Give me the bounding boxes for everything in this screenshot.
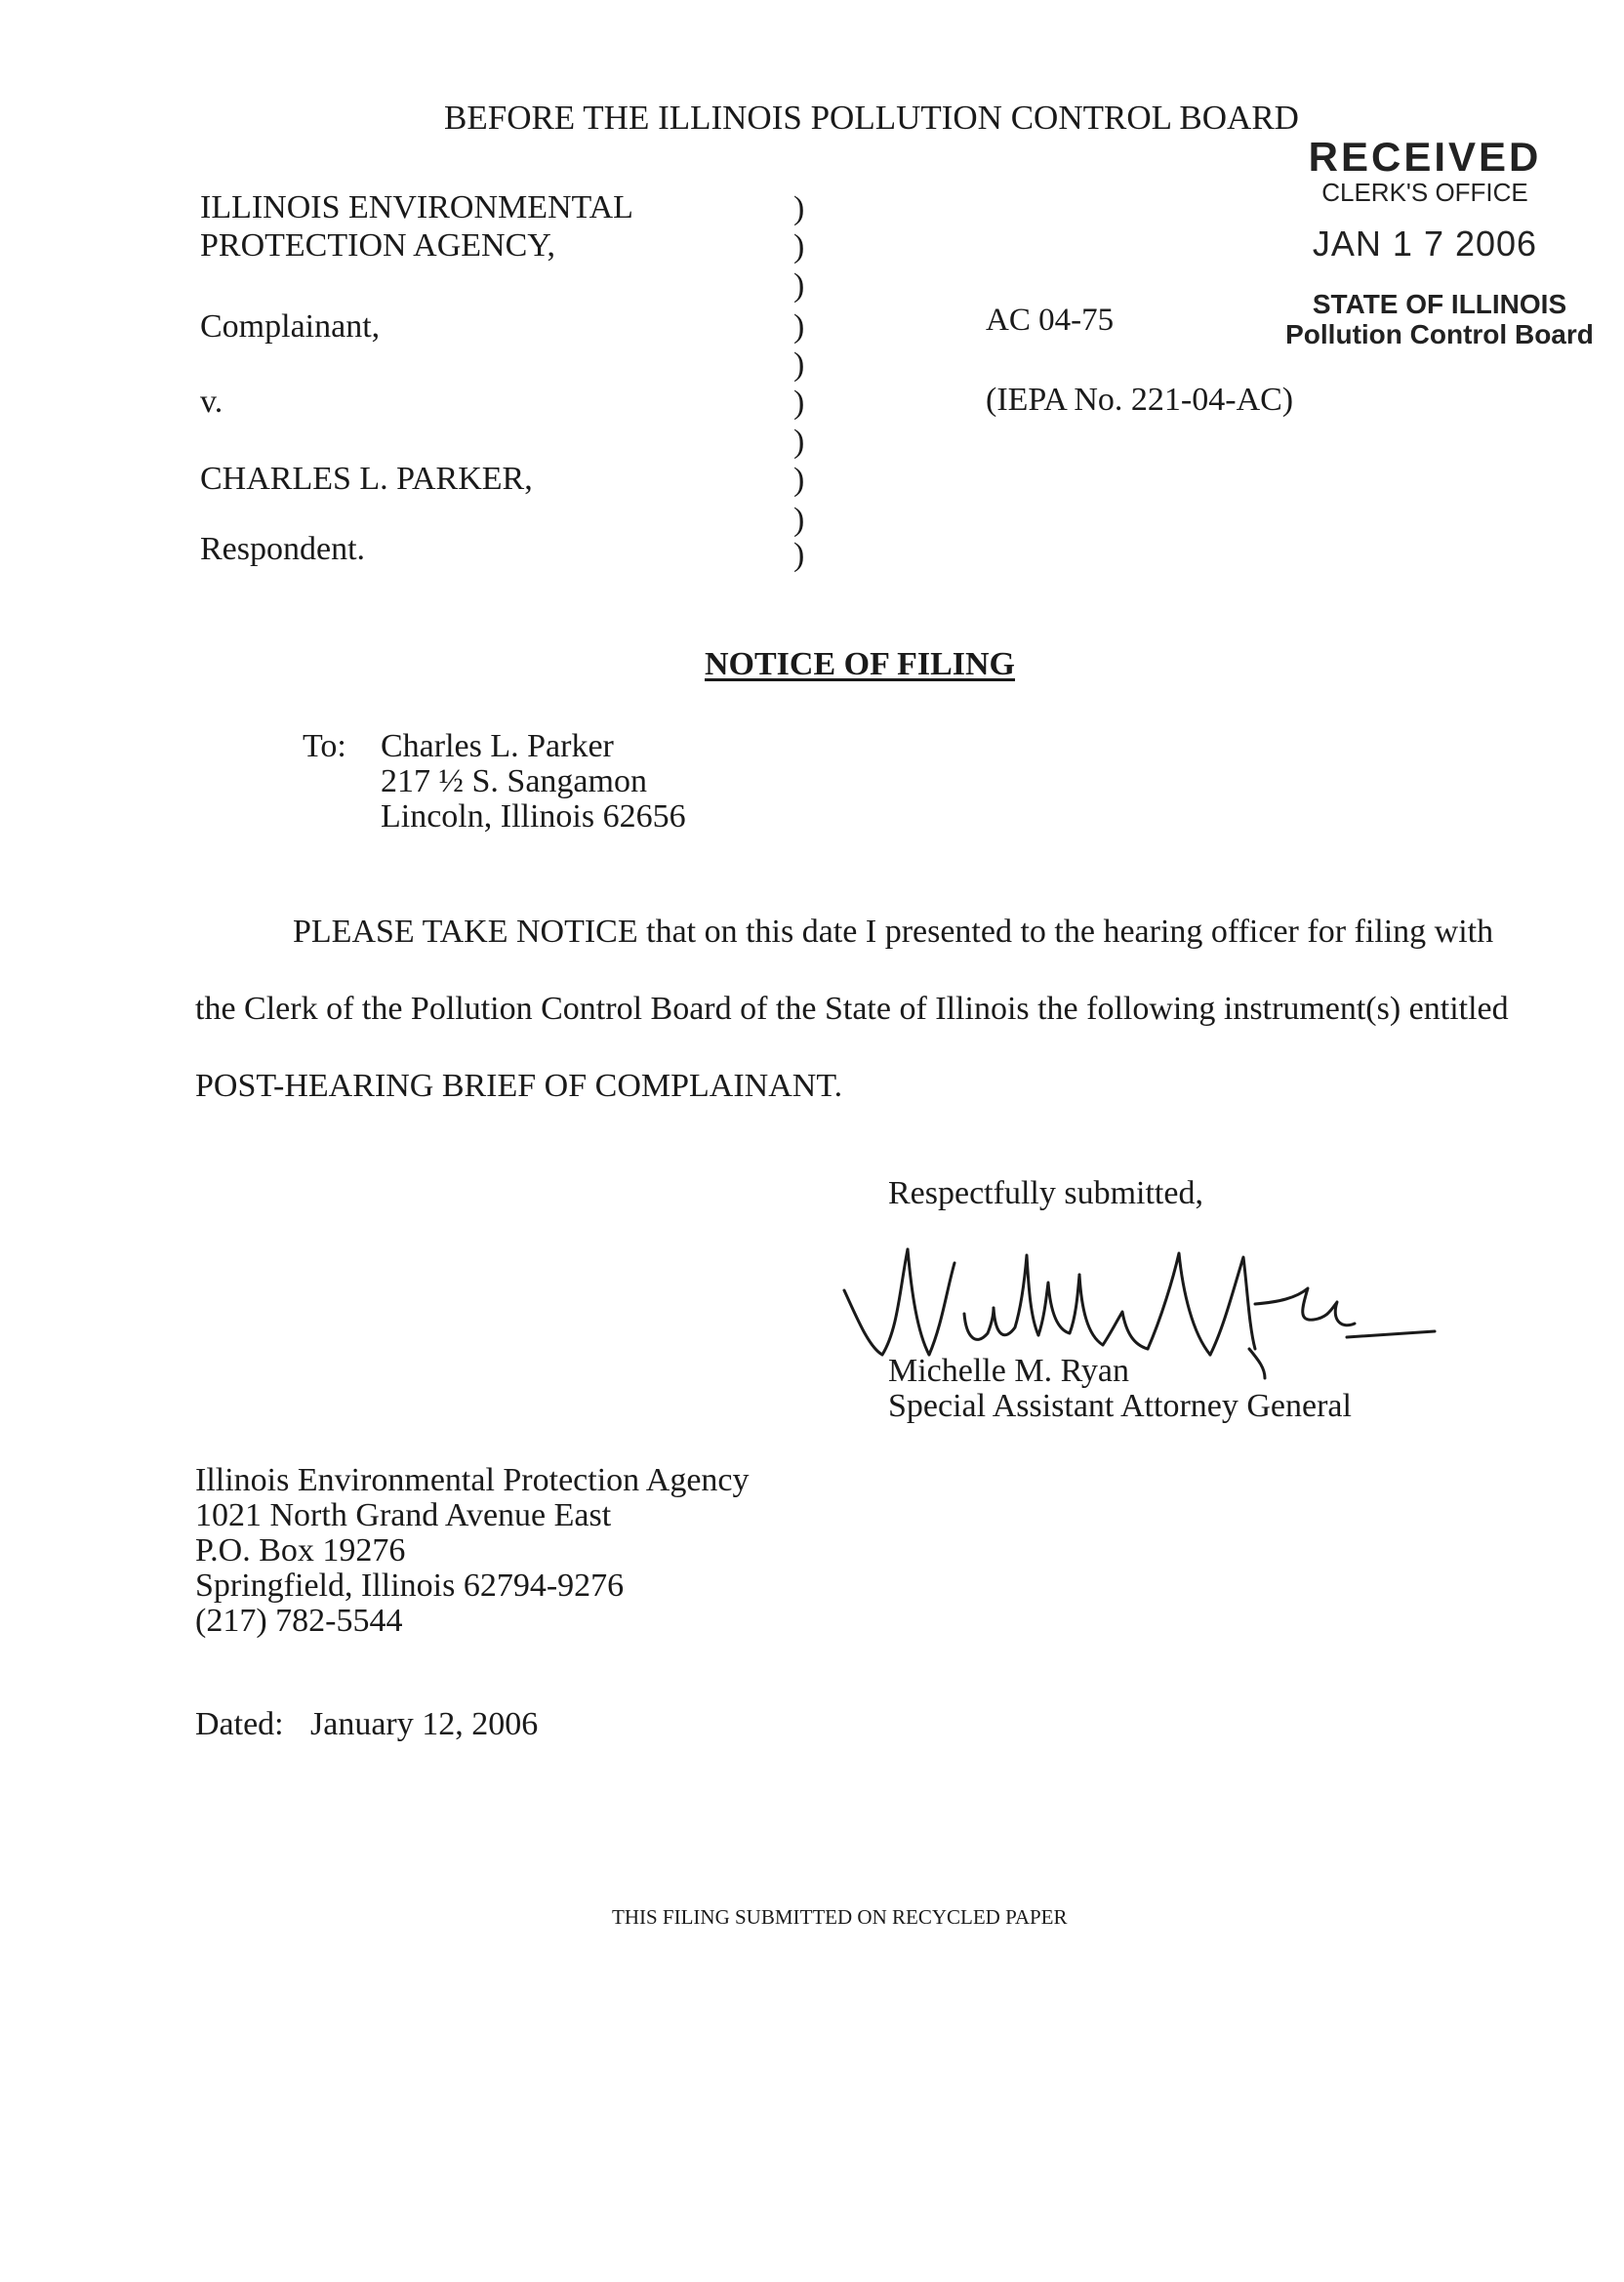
caption-paren: ) [793,308,805,345]
respondent-label: Respondent. [200,531,366,567]
recipient-city: Lincoln, Illinois 62656 [381,798,686,835]
agency-name: Illinois Environmental Protection Agency [195,1462,750,1498]
agency-city: Springfield, Illinois 62794-9276 [195,1568,625,1604]
agency-phone: (217) 782-5544 [195,1603,403,1639]
stamp-state-board [1274,291,1605,348]
caption-paren: ) [793,267,805,304]
court-heading: BEFORE THE ILLINOIS POLLUTION CONTROL BOARD [444,99,1299,137]
signatory-title: Special Assistant Attorney General [888,1388,1352,1424]
stamp-received: RECEIVED [1308,134,1542,180]
caption-paren: ) [793,346,805,383]
case-number: AC 04-75 [986,303,1115,338]
recipient-block [381,730,686,835]
respondent-name: CHARLES L. PARKER, [200,461,533,497]
caption-paren: ) [793,190,805,226]
footer-note: THIS FILING SUBMITTED ON RECYCLED PAPER [612,1905,1068,1929]
signatory-name: Michelle M. Ryan [888,1353,1129,1389]
caption-paren: ) [793,462,805,498]
stamp-date: JAN 1 7 2006 [1312,224,1538,264]
versus-label: v. [200,384,223,420]
complainant-name-line1: ILLINOIS ENVIRONMENTAL [200,189,633,225]
complainant-label: Complainant, [200,308,381,345]
body-line-1: PLEASE TAKE NOTICE that on this date I presented to the hearing officer for filing with [293,914,1494,950]
received-stamp [1259,134,1591,264]
document-title: NOTICE OF FILING [705,646,1016,682]
agency-address [195,1464,750,1640]
to-label: To: [303,728,346,764]
closing: Respectfully submitted, [888,1175,1203,1211]
caption-paren: ) [793,502,805,538]
iepa-number: (IEPA No. 221-04-AC) [986,382,1294,418]
caption-paren: ) [793,537,805,573]
stamp-state: STATE OF ILLINOIS [1312,289,1567,319]
dated-value: January 12, 2006 [310,1706,539,1742]
stamp-board: Pollution Control Board [1285,319,1594,349]
body-line-3: POST-HEARING BRIEF OF COMPLAINANT. [195,1068,843,1104]
stamp-clerks-office: CLERK'S OFFICE [1321,178,1528,207]
caption-paren: ) [793,385,805,421]
dated-label: Dated: [195,1706,284,1742]
agency-street: 1021 North Grand Avenue East [195,1497,612,1533]
recipient-name: Charles L. Parker [381,728,614,764]
recipient-street: 217 ½ S. Sangamon [381,763,647,799]
agency-po-box: P.O. Box 19276 [195,1532,406,1569]
body-line-2: the Clerk of the Pollution Control Board of the State of Illinois the following instrument(s) entitled [195,991,1509,1027]
caption-paren: ) [793,424,805,460]
complainant-name-line2: PROTECTION AGENCY, [200,227,555,264]
caption-paren: ) [793,228,805,265]
